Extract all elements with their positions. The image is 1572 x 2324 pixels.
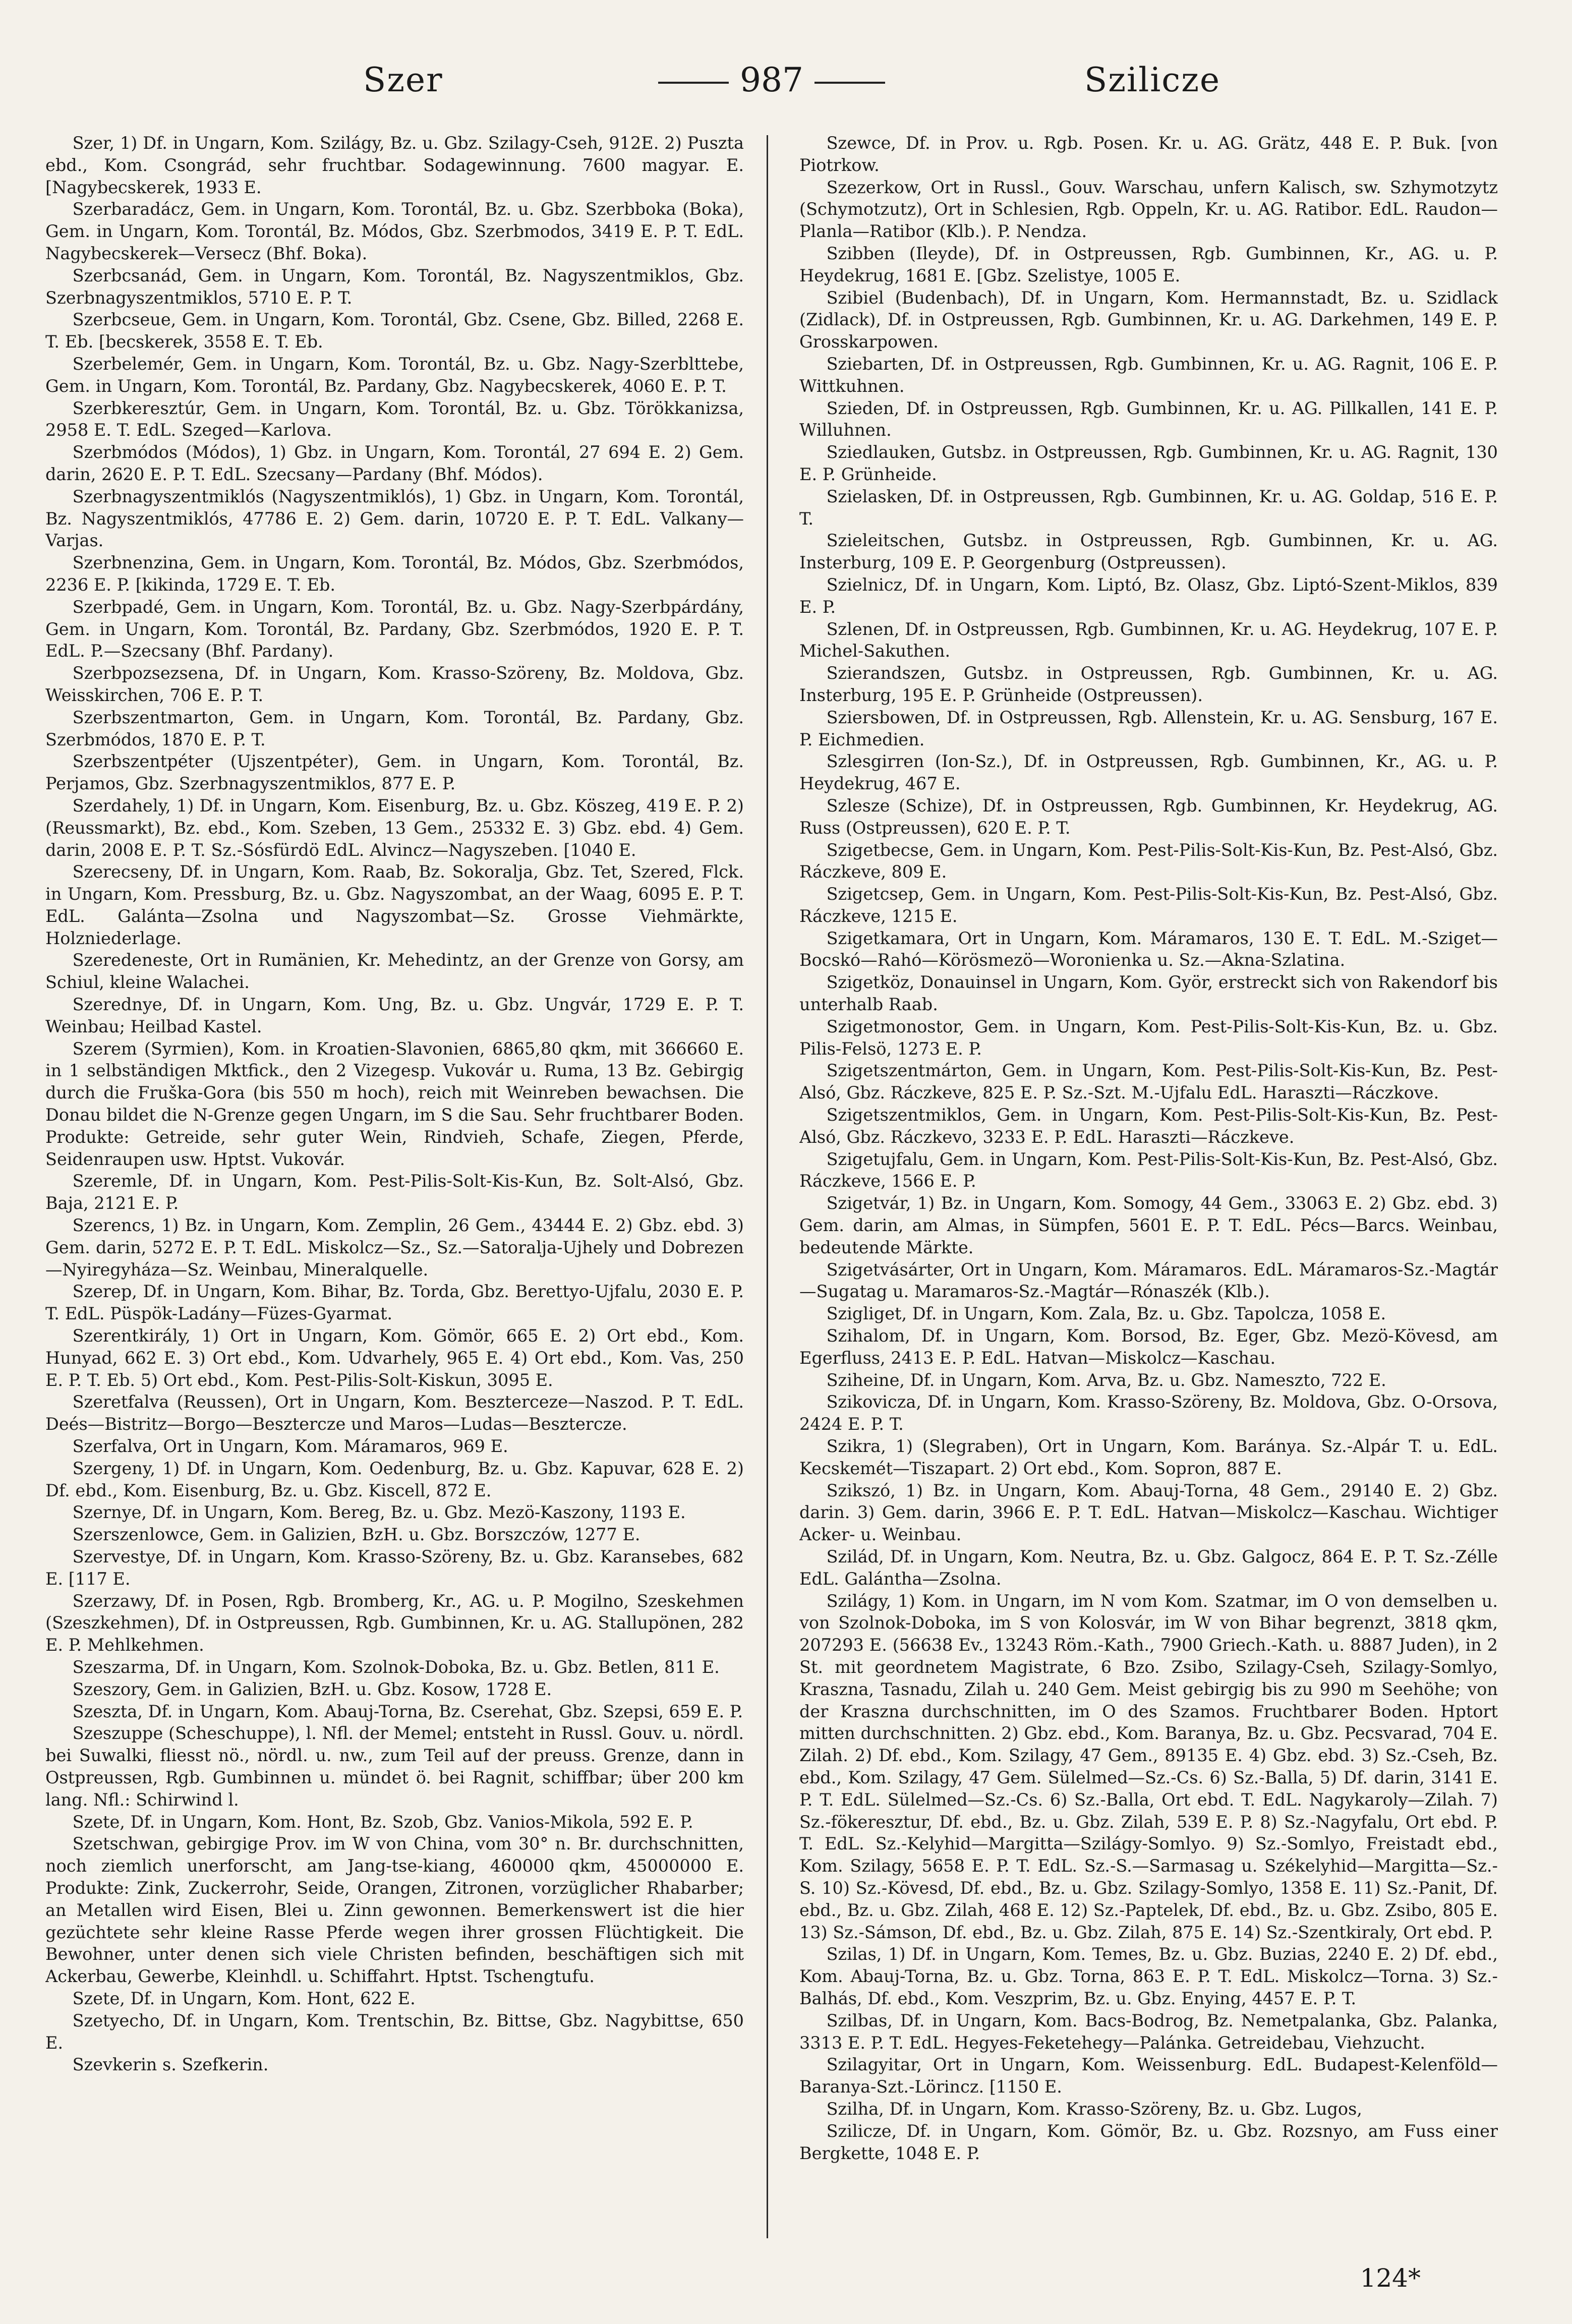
header-dash-left [658,82,729,84]
dictionary-entry: Szerbszentpéter (Ujszentpéter), Gem. in Ungarn, Kom. Torontál, Bz. Perjamos, Gbz. Szerbnagyszentmiklos, 877 E. P. [45,751,744,794]
page-number-block [630,61,913,99]
dictionary-entry: Szigetcsep, Gem. in Ungarn, Kom. Pest-Pilis-Solt-Kis-Kun, Bz. Pest-Alsó, Gbz. Ráczkeve, 1215 E. [799,884,1498,926]
dictionary-entry: Szerbelemér, Gem. in Ungarn, Kom. Torontál, Bz. u. Gbz. Nagy-Szerblttebe, Gem. in Ungarn, Kom. Torontál, Bz. Pardany, Gbz. Nagybecskerek, 4060 E. P. T. [45,354,744,396]
dictionary-entry: Szete, Df. in Ungarn, Kom. Hont, Bz. Szob, Gbz. Vanios-Mikola, 592 E. P. [72,1812,693,1832]
dictionary-entry: Szetschwan, gebirgige Prov. im W von China, vom 30° n. Br. durchschnitten, noch ziemlich unerforscht, am Jang-tse-kiang, 460000 qkm, 45000000 E. Produkte: Zink, Zuckerrohr, Seide, Orangen, Zitronen, vorzüglicher Rhabarber; an Metallen wird Eisen, Blei u. Zinn gewonnen. Bemerkenswert ist die hier gezüchtete sehr kleine Rasse Pferde wegen ihrer grossen Flüchtigkeit. Die Bewohner, unter denen sich viele Christen befinden, beschäftigen sich mit Ackerbau, Gewerbe, Kleinhdl. u. Schiffahrt. Hptst. Tschengtufu. [45,1834,744,1987]
dictionary-entry: Szeszarma, Df. in Ungarn, Kom. Szolnok-Doboka, Bz. u. Gbz. Betlen, 811 E. [72,1657,720,1677]
dictionary-entry: Szilicze, Df. in Ungarn, Kom. Gömör, Bz. u. Gbz. Rozsnyo, am Fuss einer Bergkette, 1048 E. P. [799,2121,1498,2163]
dictionary-entry: Sziedlauken, Gutsbz. in Ostpreussen, Rgb. Gumbinnen, Kr. u. AG. Ragnit, 130 E. P. Grünheide. [799,442,1498,484]
dictionary-entry: Szerbnenzina, Gem. in Ungarn, Kom. Torontál, Bz. Módos, Gbz. Szerbmódos, 2236 E. P. [kikinda, 1729 E. T. Eb. [45,553,744,595]
dictionary-entry: Szigetujfalu, Gem. in Ungarn, Kom. Pest-Pilis-Solt-Kis-Kun, Bz. Pest-Alsó, Gbz. Ráczkeve, 1566 E. P. [799,1149,1498,1191]
dictionary-entry: Szlesze (Schize), Df. in Ostpreussen, Rgb. Gumbinnen, Kr. Heydekrug, AG. Russ (Ostpreussen), 620 E. P. T. [799,795,1498,838]
dictionary-entry: Szigetköz, Donauinsel in Ungarn, Kom. Györ, erstreckt sich von Rakendorf bis unterhalb Raab. [799,972,1498,1015]
dictionary-entry: Szigliget, Df. in Ungarn, Kom. Zala, Bz. u. Gbz. Tapolcza, 1058 E. [826,1304,1386,1324]
dictionary-entry: Szergeny, 1) Df. in Ungarn, Kom. Oedenburg, Bz. u. Gbz. Kapuvar, 628 E. 2) Df. ebd., Kom. Eisenburg, Bz. u. Gbz. Kiscell, 872 E. [45,1458,744,1500]
dictionary-entry: Szetyecho, Df. in Ungarn, Kom. Trentschin, Bz. Bittse, Gbz. Nagybittse, 650 E. [45,2010,744,2053]
dictionary-entry: Szerecseny, Df. in Ungarn, Kom. Raab, Bz. Sokoralja, Gbz. Tet, Szered, Flck. in Ungarn, Kom. Pressburg, Bz. u. Gbz. Nagyszombat, an der Waag, 6095 E. P. T. EdL. Galánta—Zsolna und Nagyszombat—Sz. Grosse Viehmärkte, Holzniederlage. [45,862,744,948]
dictionary-entry: Szernye, Df. in Ungarn, Kom. Bereg, Bz. u. Gbz. Mezö-Kaszony, 1193 E. [72,1502,686,1523]
dictionary-entry: Szerbnagyszentmiklós (Nagyszentmiklós), 1) Gbz. in Ungarn, Kom. Torontál, Bz. Nagyszentmiklós, 47786 E. 2) Gem. darin, 10720 E. P. T. EdL. Valkany—Varjas. [45,486,744,551]
dictionary-entry: Szlenen, Df. in Ostpreussen, Rgb. Gumbinnen, Kr. u. AG. Heydekrug, 107 E. P. Michel-Sakuthen. [799,619,1498,661]
dictionary-entry: Szierandszen, Gutsbz. in Ostpreussen, Rgb. Gumbinnen, Kr. u. AG. Insterburg, 195 E. P. Grünheide (Ostpreussen). [799,663,1498,705]
page-header [0,61,1572,121]
header-right-guideword: Szilicze [1084,61,1221,99]
dictionary-entry: Szielnicz, Df. in Ungarn, Kom. Liptó, Bz. Olasz, Gbz. Liptó-Szent-Miklos, 839 E. P. [799,574,1498,617]
dictionary-entry: Szilbas, Df. in Ungarn, Kom. Bacs-Bodrog, Bz. Nemetpalanka, Gbz. Palanka, 3313 E. P. T. EdL. Hegyes-Feketehegy—Palánka. Getreidebau, Viehzucht. [799,2010,1498,2053]
dictionary-entry: Szerbkeresztúr, Gem. in Ungarn, Kom. Torontál, Bz. u. Gbz. Törökkanizsa, 2958 E. T. EdL. Szeged—Karlova. [45,398,744,440]
dictionary-entry: Szikovicza, Df. in Ungarn, Kom. Krasso-Szöreny, Bz. Moldova, Gbz. O-Orsova, 2424 E. P. T. [799,1392,1498,1434]
dictionary-entry: Szibiel (Budenbach), Df. in Ungarn, Kom. Hermannstadt, Bz. u. Szidlack (Zidlack), Df. in Ostpreussen, Rgb. Gumbinnen, Kr. u. AG. Darkehmen, 149 E. P. Grosskarpowen. [799,287,1498,352]
dictionary-entry: Szerbmódos (Módos), 1) Gbz. in Ungarn, Kom. Torontál, 27 694 E. 2) Gem. darin, 2620 E. P. T. EdL. Szecsany—Pardany (Bhf. Módos). [45,442,744,484]
dictionary-entry: Szerencs, 1) Bz. in Ungarn, Kom. Zemplin, 26 Gem., 43444 E. 2) Gbz. ebd. 3) Gem. darin, 5272 E. P. T. EdL. Miskolcz—Sz., Sz.—Satoralja-Ujhely und Dobrezen—Nyiregyháza—Sz. Weinbau, Mineralquelle. [45,1215,744,1280]
dictionary-entry: Szilagyitar, Ort in Ungarn, Kom. Weissenburg. EdL. Budapest-Kelenföld—Baranya-Szt.-Lörincz. [1150 E. [799,2055,1498,2097]
page-number: 987 [740,61,803,99]
right-column [799,132,1498,2271]
dictionary-entry: Szieden, Df. in Ostpreussen, Rgb. Gumbinnen, Kr. u. AG. Pillkallen, 141 E. P. Willuhnen. [799,398,1498,440]
dictionary-entry: Szevkerin s. Szefkerin. [72,2055,269,2075]
dictionary-entry: Szilha, Df. in Ungarn, Kom. Krasso-Szöreny, Bz. u. Gbz. Lugos, [826,2099,1362,2119]
dictionary-entry: Szeretfalva (Reussen), Ort in Ungarn, Kom. Beszterceze—Naszod. P. T. EdL. Deés—Bistritz—Borgo—Besztercze und Maros—Ludas—Besztercze. [45,1392,744,1434]
dictionary-entry: Szeszory, Gem. in Galizien, BzH. u. Gbz. Kosow, 1728 E. [72,1679,552,1699]
dictionary-entry: Szeszuppe (Scheschuppe), l. Nfl. der Memel; entsteht in Russl. Gouv. u. nördl. bei Suwalki, fliesst nö., nördl. u. nw., zum Teil auf der preuss. Grenze, dann in Ostpreussen, Rgb. Gumbinnen u. mündet ö. bei Ragnit, schiffbar; über 200 km lang. Nfl.: Schirwind l. [45,1723,744,1810]
dictionary-entry: Szigetvár, 1) Bz. in Ungarn, Kom. Somogy, 44 Gem., 33063 E. 2) Gbz. ebd. 3) Gem. darin, am Almas, in Sümpfen, 5601 E. P. T. EdL. Pécs—Barcs. Weinbau, bedeutende Märkte. [799,1193,1498,1257]
dictionary-entry: Szibben (Ileyde), Df. in Ostpreussen, Rgb. Gumbinnen, Kr., AG. u. P. Heydekrug, 1681 E. [Gbz. Szelistye, 1005 E. [799,243,1498,285]
dictionary-entry: Szikszó, 1) Bz. in Ungarn, Kom. Abauj-Torna, 48 Gem., 29140 E. 2) Gbz. darin. 3) Gem. darin, 3966 E. P. T. EdL. Hatvan—Miskolcz—Kaschau. Wichtiger Acker- u. Weinbau. [799,1480,1498,1545]
dictionary-entry: Szigetvásárter, Ort in Ungarn, Kom. Máramaros. EdL. Máramaros-Sz.-Magtár—Sugatag u. Maramaros-Sz.-Magtár—Rónaszék (Klb.). [799,1259,1498,1302]
dictionary-entry: Szerep, Df. in Ungarn, Kom. Bihar, Bz. Torda, Gbz. Berettyo-Ujfalu, 2030 E. P. T. EdL. Püspök-Ladány—Füzes-Gyarmat. [45,1282,744,1324]
dictionary-entry: Szerem (Syrmien), Kom. in Kroatien-Slavonien, 6865,80 qkm, mit 366660 E. in 1 selbständigen Mktfick., den 2 Vizegesp. Vukovár u. Ruma, 13 Bz. Gebirgig durch die Fruška-Gora (bis 550 m hoch), reich mit Weinreben bewachsen. Die Donau bildet die N-Grenze gegen Ungarn, im S die Sau. Sehr fruchtbarer Boden. Produkte: Getreide, sehr guter Wein, Rindvieh, Schafe, Ziegen, Pferde, Seidenraupen usw. Hptst. Vukovár. [45,1038,744,1169]
dictionary-entry: Szewce, Df. in Prov. u. Rgb. Posen. Kr. u. AG. Grätz, 448 E. P. Buk. [von Piotrkow. [799,133,1498,175]
dictionary-entry: Szilágy, 1) Kom. in Ungarn, im N vom Kom. Szatmar, im O von demselben u. von Szolnok-Doboka, im S von Kolosvár, im W von Bihar begrenzt, 3818 qkm, 207293 E. (56638 Ev., 13243 Röm.-Kath., 7900 Griech.-Kath. u. 8887 Juden), in 2 St. mit geordnetem Magistrate, 6 Bzo. Zsibo, Szilagy-Cseh, Szilagy-Somlyo, Kraszna, Tasnadu, Zilah u. 240 Gem. Meist gebirgig bis zu 990 m Seehöhe; von der Kraszna durchschnitten, im O des Szamos. Fruchtbarer Boden. Hptort mitten durchschnitten. 2) Gbz. ebd., Kom. Baranya, Bz. u. Gbz. Pecsvarad, 704 E. Zilah. 2) Df. ebd., Kom. Szilagy, 47 Gem., 89135 E. 4) Gbz. ebd. 3) Sz.-Cseh, Bz. ebd., Kom. Szilagy, 47 Gem. Sülelmed—Sz.-Cs. 6) Sz.-Balla, 5) Df. darin, 3141 E. P. T. EdL. Sülelmed—Sz.-Cs. 6) Sz.-Balla, Ort ebd. T. EdL. Nagykaroly—Zilah. 7) Sz.-fökeresztur, Df. ebd., Bz. u. Gbz. Zilah, 539 E. P. 8) Sz.-Nagyfalu, Ort ebd. P. T. EdL. Sz.-Kelyhid—Margitta—Szilágy-Somlyo. 9) Sz.-Somlyo, Freistadt ebd., Kom. Szilagy, 5658 E. P. T. EdL. Sz.-S.—Sarmasag u. Székelyhid—Margitta—Sz.-S. 10) Sz.-Kövesd, Df. ebd., Bz. u. Gbz. Szilagy-Somlyo, 1358 E. 11) Sz.-Panit, Df. ebd., Bz. u. Gbz. Zilah, 468 E. 12) Sz.-Paptelek, Df. ebd., Bz. u. Gbz. Zsibo, 805 E. 13) Sz.-Sámson, Df. ebd., Bz. u. Gbz. Zilah, 875 E. 14) Sz.-Szentkiraly, Ort ebd. P. [799,1591,1498,1942]
dictionary-entry: Szer, 1) Df. in Ungarn, Kom. Szilágy, Bz. u. Gbz. Szilagy-Cseh, 912E. 2) Puszta ebd., Kom. Csongrád, sehr fruchtbar. Sodagewinnung. 7600 magyar. E. [Nagybecskerek, 1933 E. [45,133,744,197]
dictionary-entry: Szerentkirály, 1) Ort in Ungarn, Kom. Gömör, 665 E. 2) Ort ebd., Kom. Hunyad, 662 E. 3) Ort ebd., Kom. Udvarhely, 965 E. 4) Ort ebd., Kom. Vas, 250 E. P. T. Eb. 5) Ort ebd., Kom. Pest-Pilis-Solt-Kiskun, 3095 E. [45,1326,744,1390]
dictionary-entry: Szeremle, Df. in Ungarn, Kom. Pest-Pilis-Solt-Kis-Kun, Bz. Solt-Alsó, Gbz. Baja, 2121 E. P. [45,1171,744,1213]
dictionary-entry: Szilas, 1) Df. in Ungarn, Kom. Temes, Bz. u. Gbz. Buzias, 2240 E. 2) Df. ebd., Kom. Abauj-Torna, Bz. u. Gbz. Torna, 863 E. P. T. EdL. Miskolcz—Torna. 3) Sz.-Balhás, Df. ebd., Kom. Veszprim, Bz. u. Gbz. Enying, 4457 E. P. T. [799,1944,1498,2008]
dictionary-entry: Szlesgirren (Ion-Sz.), Df. in Ostpreussen, Rgb. Gumbinnen, Kr., AG. u. P. Heydekrug, 467 E. [799,751,1498,794]
dictionary-entry: Szete, Df. in Ungarn, Kom. Hont, 622 E. [72,1988,416,2008]
dictionary-entry: Szerbpadé, Gem. in Ungarn, Kom. Torontál, Bz. u. Gbz. Nagy-Szerbpárdány, Gem. in Ungarn, Kom. Torontál, Bz. Pardany, Gbz. Szerbmódos, 1920 E. P. T. EdL. P.—Szecsany (Bhf. Pardany). [45,597,744,661]
signature-text: 124* [1360,2263,1421,2293]
dictionary-entry: Szigetmonostor, Gem. in Ungarn, Kom. Pest-Pilis-Solt-Kis-Kun, Bz. u. Gbz. Pilis-Felsö, 1273 E. P. [799,1016,1498,1059]
dictionary-entry: Szerzawy, Df. in Posen, Rgb. Bromberg, Kr., AG. u. P. Mogilno, Szeskehmen (Szeszkehmen), Df. in Ostpreussen, Rgb. Gumbinnen, Kr. u. AG. Stallupönen, 282 E. P. Mehlkehmen. [45,1591,744,1655]
dictionary-entry: Szerszenlowce, Gem. in Galizien, BzH. u. Gbz. Borszczów, 1277 E. [72,1525,641,1545]
dictionary-entry: Szerbpozsezsena, Df. in Ungarn, Kom. Krasso-Szöreny, Bz. Moldova, Gbz. Weisskirchen, 706 E. P. T. [45,663,744,705]
dictionary-entry: Szervestye, Df. in Ungarn, Kom. Krasso-Szöreny, Bz. u. Gbz. Karansebes, 682 E. [117 E. [45,1547,744,1589]
dictionary-entry: Szigetbecse, Gem. in Ungarn, Kom. Pest-Pilis-Solt-Kis-Kun, Bz. Pest-Alsó, Gbz. Ráczkeve, 809 E. [799,840,1498,882]
dictionary-entry: Szerbcseue, Gem. in Ungarn, Kom. Torontál, Gbz. Csene, Gbz. Billed, 2268 E. T. Eb. [becskerek, 3558 E. T. Eb. [45,310,744,352]
left-column [45,132,744,2271]
signature-mark [1360,2263,1421,2293]
column-divider [767,135,768,2238]
dictionary-entry: Szieleitschen, Gutsbz. in Ostpreussen, Rgb. Gumbinnen, Kr. u. AG. Insterburg, 109 E. P. Georgenburg (Ostpreussen). [799,531,1498,573]
dictionary-entry: Szigetszentmiklos, Gem. in Ungarn, Kom. Pest-Pilis-Solt-Kis-Kun, Bz. Pest-Alsó, Gbz. Ráczkevo, 3233 E. P. EdL. Haraszti—Ráczkeve. [799,1105,1498,1147]
dictionary-entry: Szigetszentmárton, Gem. in Ungarn, Kom. Pest-Pilis-Solt-Kis-Kun, Bz. Pest-Alsó, Gbz. Ráczkeve, 825 E. P. Sz.-Szt. M.-Ujfalu EdL. Haraszti—Ráczkove. [799,1061,1498,1103]
dictionary-entry: Sziersbowen, Df. in Ostpreussen, Rgb. Allenstein, Kr. u. AG. Sensburg, 167 E. P. Eichmedien. [799,707,1498,749]
dictionary-entry: Szilád, Df. in Ungarn, Kom. Neutra, Bz. u. Gbz. Galgocz, 864 E. P. T. Sz.-Zélle EdL. Galántha—Zsolna. [799,1547,1498,1589]
dictionary-entry: Szikra, 1) (Slegraben), Ort in Ungarn, Kom. Baránya. Sz.-Alpár T. u. EdL. Kecskemét—Tiszapart. 2) Ort ebd., Kom. Sopron, 887 E. [799,1436,1498,1478]
dictionary-entry: Szerbaradácz, Gem. in Ungarn, Kom. Torontál, Bz. u. Gbz. Szerbboka (Boka), Gem. in Ungarn, Kom. Torontál, Bz. Módos, Gbz. Szerbmodos, 3419 E. P. T. EdL. Nagybecskerek—Versecz (Bhf. Boka). [45,199,744,263]
dictionary-entry: Szerbszentmarton, Gem. in Ungarn, Kom. Torontál, Bz. Pardany, Gbz. Szerbmódos, 1870 E. P. T. [45,707,744,749]
dictionary-entry: Sziebarten, Df. in Ostpreussen, Rgb. Gumbinnen, Kr. u. AG. Ragnit, 106 E. P. Wittkuhnen. [799,354,1498,396]
header-dash-right [814,82,885,84]
dictionary-entry: Szerednye, Df. in Ungarn, Kom. Ung, Bz. u. Gbz. Ungvár, 1729 E. P. T. Weinbau; Heilbad Kastel. [45,995,744,1036]
dictionary-entry: Szerdahely, 1) Df. in Ungarn, Kom. Eisenburg, Bz. u. Gbz. Köszeg, 419 E. P. 2) (Reussmarkt), Bz. ebd., Kom. Szeben, 13 Gem., 25332 E. 3) Gbz. ebd. 4) Gem. darin, 2008 E. P. T. Sz.-Sósfürdö EdL. Alvincz—Nagyszeben. [1040 E. [45,795,744,860]
dictionary-entry: Szerfalva, Ort in Ungarn, Kom. Máramaros, 969 E. [72,1436,508,1457]
dictionary-entry: Szerbcsanád, Gem. in Ungarn, Kom. Torontál, Bz. Nagyszentmiklos, Gbz. Szerbnagyszentmiklos, 5710 E. P. T. [45,265,744,308]
dictionary-entry: Szezerkow, Ort in Russl., Gouv. Warschau, unfern Kalisch, sw. Szhymotzytz (Schymotzutz), Ort in Schlesien, Rgb. Oppeln, Kr. u. AG. Ratibor. EdL. Raudon—Planla—Ratibor (Klb.). P. Nendza. [799,177,1498,242]
dictionary-entry: Sziheine, Df. in Ungarn, Kom. Arva, Bz. u. Gbz. Nameszto, 722 E. [826,1370,1386,1390]
dictionary-entry: Szielasken, Df. in Ostpreussen, Rgb. Gumbinnen, Kr. u. AG. Goldap, 516 E. P. T. [799,486,1498,529]
dictionary-entry: Szeszta, Df. in Ungarn, Kom. Abauj-Torna, Bz. Cserehat, Gbz. Szepsi, 659 E. P. [72,1701,743,1721]
dictionary-entry: Szeredeneste, Ort in Rumänien, Kr. Mehedintz, an der Grenze von Gorsy, am Schiul, kleine Walachei. [45,950,744,993]
dictionary-entry: Szihalom, Df. in Ungarn, Kom. Borsod, Bz. Eger, Gbz. Mezö-Kövesd, am Egerfluss, 2413 E. P. EdL. Hatvan—Miskolcz—Kaschau. [799,1326,1498,1368]
header-left-guideword: Szer [363,61,443,99]
dictionary-entry: Szigetkamara, Ort in Ungarn, Kom. Máramaros, 130 E. T. EdL. M.-Sziget—Bocskó—Rahó—Körösmezö—Woronienka u. Sz.—Akna-Szlatina. [799,928,1498,970]
